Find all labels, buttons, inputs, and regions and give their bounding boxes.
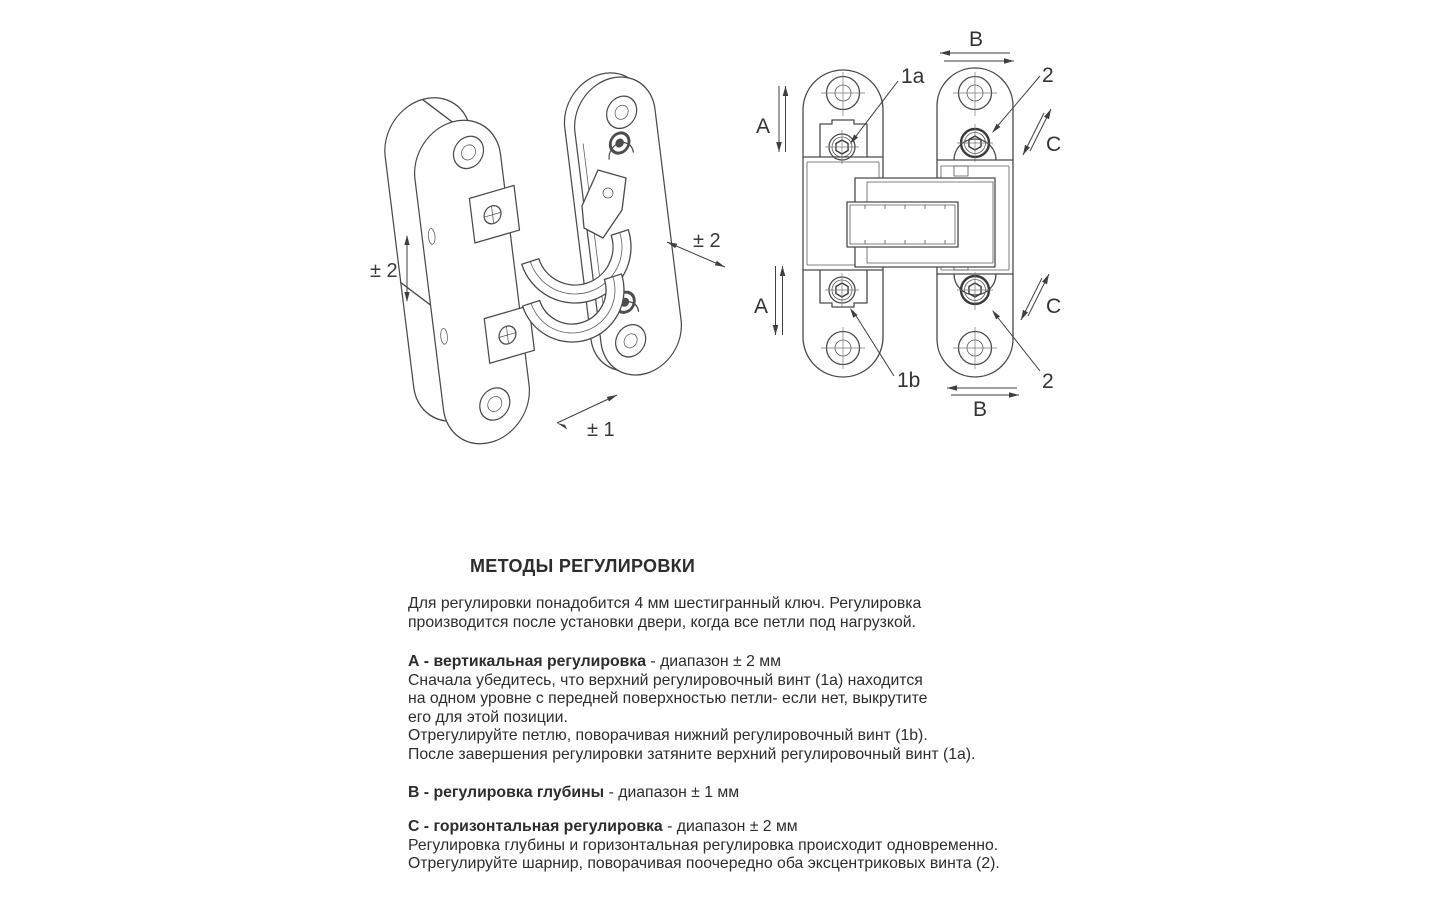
section-heading-bold: С - горизонтальная регулировка — [408, 818, 663, 835]
dimension-vertical-range — [370, 235, 410, 302]
eccentric-label: 2 — [1042, 64, 1054, 87]
body-line: Отрегулируйте шарнир, поворачивая поочередно оба эксцентриковых винта (2). — [408, 855, 1000, 873]
section-depth-adjustment — [408, 784, 739, 803]
section-heading — [408, 818, 1000, 837]
hinge-link-assembly — [847, 178, 995, 267]
section-heading-bold: А - вертикальная регулировка — [408, 653, 647, 670]
section-range: - диапазон ± 2 мм — [646, 653, 781, 670]
horizontal-range-label: ± 2 — [693, 230, 721, 252]
a-label: A — [756, 115, 771, 138]
dimension-c-top — [1023, 109, 1061, 156]
body-line: на одном уровне с передней поверхностью петли- если нет, выкрутите — [408, 690, 928, 708]
dimension-c-bottom — [1021, 274, 1061, 320]
isometric-mortise-plate — [380, 77, 544, 462]
section-range: - диапазон ± 1 мм — [604, 784, 740, 801]
section-vertical-adjustment — [408, 653, 975, 765]
dimension-b-top — [940, 28, 1014, 64]
c-label: C — [1046, 133, 1062, 156]
intro-paragraph — [408, 595, 921, 632]
vertical-range-label: ± 2 — [370, 260, 398, 282]
b-label: B — [973, 398, 988, 421]
dimension-horizontal-range — [667, 230, 725, 267]
page-title: МЕТОДЫ РЕГУЛИРОВКИ — [470, 556, 696, 576]
front-view-hinge-drawing — [740, 20, 1080, 420]
c-label: C — [1046, 295, 1062, 318]
section-horizontal-adjustment — [408, 818, 1000, 874]
dimension-b-bottom — [947, 385, 1019, 421]
body-line: Отрегулируйте петлю, поворачивая нижний регулировочный винт (1b). — [408, 727, 928, 745]
b-label: B — [969, 28, 984, 51]
section-heading-bold: В - регулировка глубины — [408, 784, 605, 801]
body-line: Сначала убедитесь, что верхний регулировочный винт (1а) находится — [408, 671, 923, 689]
body-line: Регулировка глубины и горизонтальная регулировка происходит одновременно. — [408, 836, 999, 854]
intro-line: Для регулировки понадобится 4 мм шестигранный ключ. Регулировка — [408, 595, 922, 612]
screw-1b-label: 1b — [897, 369, 921, 392]
a-label: A — [754, 295, 769, 318]
dimension-a-bottom — [754, 266, 785, 335]
section-heading — [408, 653, 975, 672]
section-range: - диапазон ± 2 мм — [662, 818, 798, 835]
dimension-a-top — [756, 86, 788, 152]
callout-eccentric-bottom — [992, 310, 1054, 393]
body-line: После завершения регулировки затяните верхний регулировочный винт (1а). — [408, 745, 976, 763]
section-heading — [408, 784, 739, 803]
body-line: его для этой позиции. — [408, 708, 568, 726]
screw-1a-label: 1a — [901, 65, 925, 88]
callout-screw-1a — [850, 65, 925, 144]
eccentric-label: 2 — [1042, 370, 1054, 393]
depth-range-label: ± 1 — [587, 419, 615, 441]
callout-screw-1b — [850, 308, 920, 392]
dimension-depth-range — [557, 395, 617, 441]
intro-line: производится после установки двери, когда все петли под нагрузкой. — [408, 613, 916, 631]
isometric-hinge-drawing — [360, 48, 755, 458]
